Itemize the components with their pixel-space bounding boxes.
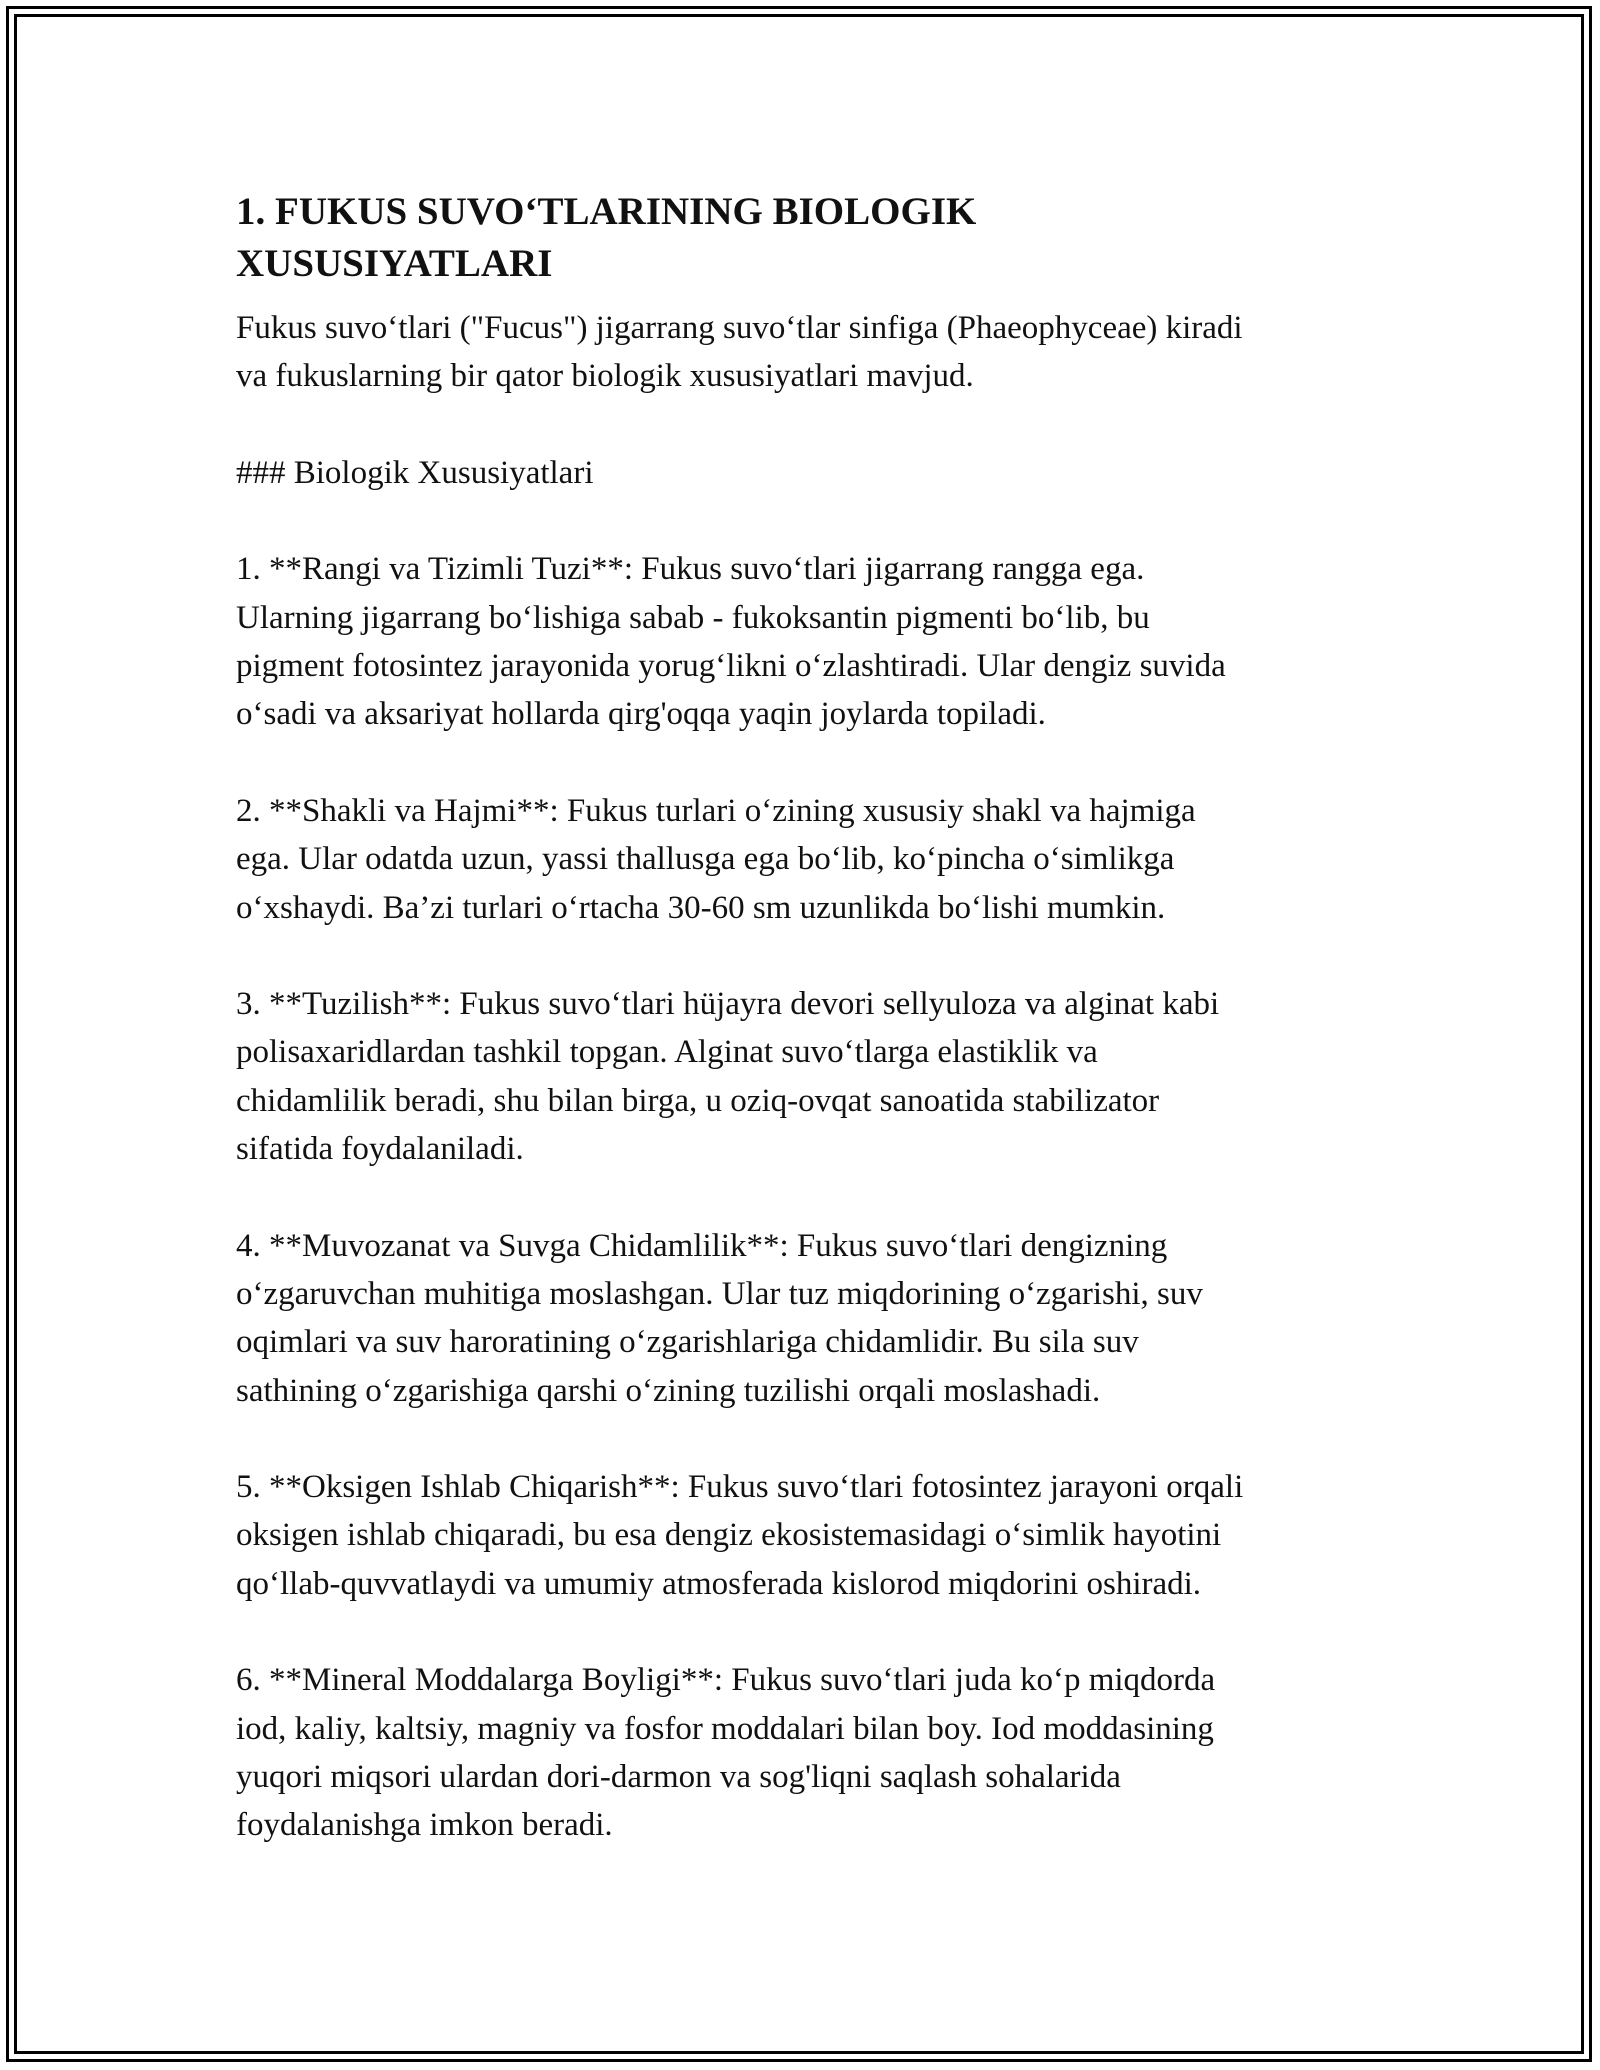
document-body	[236, 186, 1366, 1850]
list-item-5: 5. **Oksigen Ishlab Chiqarish**: Fukus suvo‘tlari fotosintez jarayoni orqali oksigen ishlab chiqaradi, bu esa dengiz ekosistemasidagi o‘simlik hayotini qo‘llab-quvvatlaydi va umumiy atmosferada kislorod miqdorini oshiradi.	[236, 1469, 1244, 1602]
section-heading: ### Biologik Xususiyatlari	[236, 454, 594, 491]
intro-paragraph: Fukus suvo‘tlari ("Fucus") jigarrang suvo‘tlar sinfiga (Phaeophyceae) kiradi va fukuslarning bir qator biologik xususiyatlari mavjud.	[236, 310, 1243, 395]
list-item-6: 6. **Mineral Moddalarga Boyligi**: Fukus suvo‘tlari juda ko‘p miqdorda iod, kaliy, kaltsiy, magniy va fosfor moddalari bilan boy. Iod moddasining yuqori miqsori ulardan dori-darmon va sog'liqni saqlash sohalarida foydalanishga imkon beradi.	[236, 1662, 1216, 1844]
list-item-2: 2. **Shakli va Hajmi**: Fukus turlari o‘zining xususiy shakl va hajmiga ega. Ular odatda uzun, yassi thallusga ega bo‘lib, ko‘pincha o‘simlikga o‘xshaydi. Ba’zi turlari o‘rtacha 30-60 sm uzunlikda bo‘lishi mumkin.	[236, 792, 1196, 926]
list-item-3: 3. **Tuzilish**: Fukus suvo‘tlari hüjayra devori sellyuloza va alginat kabi polisaxaridlardan tashkil topgan. Alginat suvo‘tlarga elastiklik va chidamlilik beradi, shu bilan birga, u oziq-ovqat sanoatida stabilizator sifatida foydalaniladi.	[236, 986, 1220, 1168]
document-title: 1. FUKUS SUVO‘TLARINING BIOLOGIK XUSUSIYATLARI	[236, 190, 977, 285]
list-item-4: 4. **Muvozanat va Suvga Chidamlilik**: Fukus suvo‘tlari dengizning o‘zgaruvchan muhitiga moslashgan. Ular tuz miqdorining o‘zgarishi, suv oqimlari va suv haroratining o‘zgarishlariga chidamlidir. Bu sila suv sathining o‘zgarishiga qarshi o‘zining tuzilishi orqali moslashadi.	[236, 1227, 1203, 1409]
list-item-1: 1. **Rangi va Tizimli Tuzi**: Fukus suvo‘tlari jigarrang rangga ega. Ularning jigarrang bo‘lishiga sabab - fukoksantin pigmenti bo‘lib, bu pigment fotosintez jarayonida yorug‘likni o‘zlashtiradi. Ular dengiz suvida o‘sadi va aksariyat hollarda qirg'oqqa yaqin joylarda topiladi.	[236, 551, 1226, 733]
